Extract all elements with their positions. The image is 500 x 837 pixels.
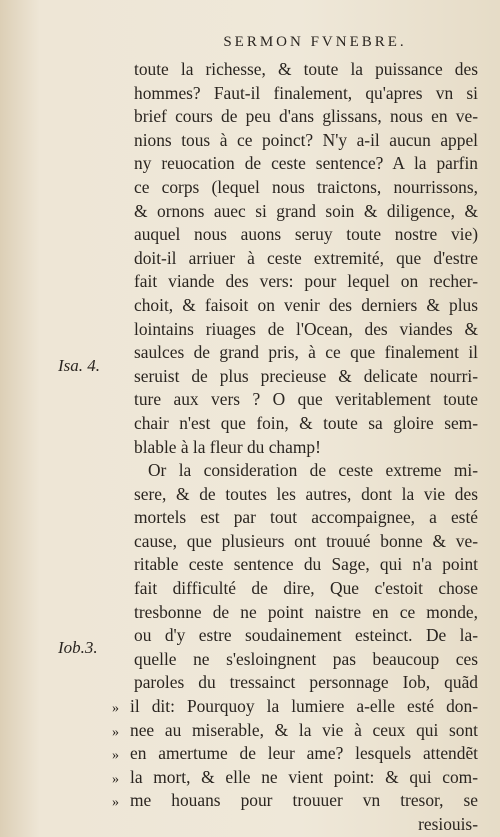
- text-line: ce corps (lequel nous traictons, nourrissons,: [134, 176, 478, 197]
- text-line: & ornons auec si grand soin & diligence, &: [134, 200, 478, 221]
- quoted-line: [112, 789, 478, 813]
- text-line: toute la richesse, & toute la puissance des: [134, 59, 478, 79]
- quote-mark: »: [112, 724, 119, 740]
- text-line: nions tous à ce poinct? N'y a-il aucun appel: [134, 129, 478, 150]
- quoted-text: en amertume de leur ame? lesquels attendẽt: [130, 743, 478, 764]
- margin-note-isa: Isa. 4.: [58, 356, 101, 375]
- quote-mark: »: [112, 795, 119, 811]
- text-line: Or la consideration de ceste extreme mi-: [148, 460, 478, 481]
- text-line: chair n'est que foin, & toute sa gloire sem-: [134, 412, 478, 433]
- text-line: ny reuocation de ceste sentence? A la parfin: [134, 153, 478, 174]
- text-line: ture aux vers ? O que veritablement toute: [134, 389, 478, 410]
- text-line: tresbonne de ne point naistre en ce monde,: [134, 601, 478, 622]
- text-line: cause, que plusieurs ont trouué bonne & ve-: [134, 530, 478, 551]
- quoted-line: [112, 742, 478, 766]
- text-line: ritable ceste sentence du Sage, qui n'a point: [134, 554, 478, 575]
- text-line: choit, & faisoit on venir des derniers & plus: [134, 294, 478, 315]
- quoted-text: il dit: Pourquoy la lumiere a-elle esté don-: [130, 696, 478, 717]
- text-line: blable à la fleur du champ!: [134, 436, 321, 457]
- text-line: auquel nous auons seruy toute nostre vie): [134, 224, 478, 245]
- text-line: lointains riuages de l'Ocean, des viandes &: [134, 318, 478, 339]
- quote-mark: »: [112, 771, 119, 787]
- body-text: [112, 58, 478, 837]
- quoted-line: [112, 719, 478, 743]
- text-line: quelle ne s'esloingnent pas beaucoup ces: [134, 648, 478, 669]
- quote-mark: »: [112, 748, 119, 764]
- quoted-text: me houans pour trouuer vn tresor, se: [130, 790, 478, 811]
- text-line: seruist de plus precieuse & delicate nourri-: [134, 365, 478, 386]
- quoted-text: la mort, & elle ne vient point: & qui com-: [130, 766, 478, 787]
- quoted-text: nee au miserable, & la vie à ceux qui sont: [130, 719, 478, 740]
- quoted-line: [112, 766, 478, 790]
- text-line: doit-il arriuer à ceste extremité, que d'estre: [134, 247, 478, 268]
- running-header: SERMON FVNEBRE.: [223, 34, 407, 50]
- text-line: brief cours de peu d'ans glissans, nous en ve-: [134, 106, 478, 127]
- quoted-line: [112, 695, 478, 719]
- catchword: resiouis-: [418, 814, 478, 834]
- text-line: fait difficulté de dire, Que c'estoit chose: [134, 578, 478, 599]
- text-line: paroles du tressainct personnage Iob, quãd: [134, 672, 478, 693]
- margin-note-job: Iob.3.: [58, 638, 98, 657]
- text-line: ou d'y estre soudainement esteinct. De la-: [134, 625, 478, 646]
- quote-mark: »: [112, 701, 119, 717]
- text-line: mortels est par tout accompaignee, a esté: [134, 507, 478, 528]
- text-line: sere, & de toutes les autres, dont la vie des: [134, 483, 478, 504]
- text-line: hommes? Faut-il finalement, qu'apres vn si: [134, 82, 478, 103]
- text-line: saulces de grand pris, à ce que finalement il: [134, 342, 478, 363]
- text-line: fait viande des vers: pour lequel on recher-: [134, 271, 478, 292]
